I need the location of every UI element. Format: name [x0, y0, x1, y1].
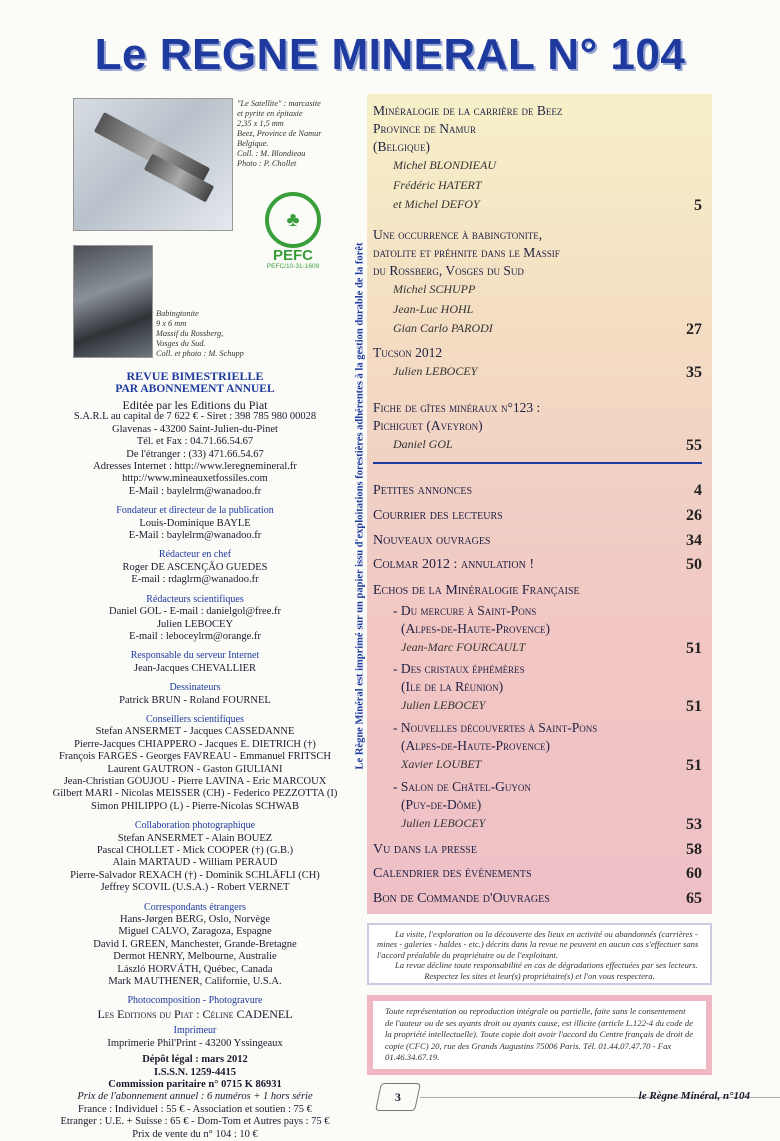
magazine-title: Le REGNE MINERAL N° 104: [94, 30, 686, 79]
toc-title: Une occurrence à babingtonite,: [373, 227, 543, 242]
toc-page-number: 58: [686, 841, 702, 858]
toc-page-number: 51: [686, 756, 702, 774]
toc-page-number: 55: [686, 436, 702, 454]
toc-author: Julien LEBOCEY: [401, 816, 486, 830]
toc-title: Nouveaux ouvrages: [373, 533, 491, 548]
photo2-caption: [156, 309, 266, 359]
toc-author: Daniel GOL: [393, 437, 453, 451]
contact-line: Glavenas - 43200 Saint-Julien-du-Pinet: [112, 423, 278, 435]
section-line: François FARGES - Georges FAVREAU - Emmanuel FRITSCH: [59, 751, 331, 763]
toc-page-number: 50: [686, 556, 702, 573]
toc-author: Frédéric HATERT: [393, 177, 482, 192]
toc-title: du Rossberg, Vosges du Sud: [373, 263, 524, 278]
caption-line: Massif du Rossberg,: [156, 329, 224, 338]
contact-line: De l'étranger : (33) 471.66.54.67: [126, 448, 264, 460]
toc-title: Pichiguet (Aveyron): [373, 418, 483, 433]
copyright-notice: Toute représentation ou reproduction intégrale ou partielle, faite sans le consentement de l'auteur ou de ses ayants droit ou ayants cause, est illicite (article L.122-4 du code de la propriété intellectuelle). Toute copie doit avoir l'accord du Centre français de droit de copie (CFC) 20, rue des Grands Augustins 75006 Paris. Tél. 01.44.07.47.70 - Fax 01.46.34.67.19.: [367, 995, 712, 1075]
toc-author: Michel BLONDIEAU: [393, 158, 496, 172]
toc-rubric: [373, 865, 702, 883]
toc-title: Minéralogie de la carrière de Beez: [373, 103, 563, 118]
photo1-caption: [237, 99, 327, 169]
section-title: Fondateur et directeur de la publication: [116, 505, 274, 517]
toc-author: Jean-Luc HOHL: [393, 301, 474, 316]
toc-rubric: [373, 532, 702, 550]
toc-author: et Michel DEFOY: [393, 197, 480, 211]
toc-rubric: [373, 507, 702, 525]
toc-title: Vu dans la presse: [373, 842, 477, 857]
toc-title: - Du mercure à Saint-Pons: [393, 603, 537, 618]
page-number: 3: [375, 1083, 421, 1111]
toc-rubric: [373, 841, 702, 859]
toc-page-number: 26: [686, 507, 702, 524]
section-line: Stefan ANSERMET - Alain BOUEZ: [117, 832, 273, 844]
toc-rubric: [373, 582, 702, 600]
section-line: Pierre-Salvador REXACH (†) - Dominik SCHLÄFLI (CH): [70, 869, 320, 881]
caption-line: Photo : P. Chollet: [237, 159, 297, 168]
toc-title: Province de Namur: [373, 121, 477, 136]
section-title: Rédacteur en chef: [158, 549, 232, 561]
toc-entry: [373, 344, 702, 382]
table-of-contents: [367, 94, 712, 914]
toc-page-number: 53: [686, 815, 702, 833]
contact-line: Tél. et Fax : 04.71.66.54.67: [136, 436, 254, 448]
toc-page-number: 35: [686, 363, 702, 381]
toc-title: Tucson 2012: [373, 345, 443, 360]
caption-line: Coll. et photo : M. Schupp: [156, 349, 244, 358]
toc-title: (Alpes-de-Haute-Provence): [401, 738, 550, 753]
section-title: Responsable du serveur Internet: [130, 650, 260, 662]
contact-line: S.A.R.L au capital de 7 622 € - Siret : 398 785 980 00028: [73, 411, 317, 423]
section-line: Mark MAUTHENER, Californie, U.S.A.: [108, 976, 282, 988]
marcasite-photo: [73, 98, 233, 231]
toc-title: Fiche de gîtes minéraux n°123 :: [373, 400, 541, 415]
toc-author: Xavier LOUBET: [401, 757, 482, 771]
babingtonite-photo: [73, 245, 153, 358]
section-line: Dermot HENRY, Melbourne, Australie: [113, 951, 277, 963]
toc-echo: [373, 719, 702, 775]
section-line: Alain MARTAUD - William PERAUD: [112, 857, 278, 869]
toc-echo: [373, 778, 702, 834]
section-line: Julien LEBOCEY: [156, 618, 234, 630]
toc-entry: [373, 399, 702, 455]
caption-line: "Le Satellite" : marcasite: [237, 99, 321, 108]
section-line: E-Mail : baylelrm@wanadoo.fr: [128, 530, 262, 542]
section-line: Hans-Jørgen BERG, Oslo, Norvège: [120, 914, 270, 926]
toc-title: Colmar 2012 : annulation !: [373, 557, 534, 572]
toc-rubric: [373, 890, 702, 908]
contact-lines: [45, 411, 345, 498]
masthead: [0, 30, 780, 80]
section-line: Stefan ANSERMET - Jacques CASSEDANNE: [95, 726, 295, 738]
toc-page-number: 51: [686, 697, 702, 715]
toc-echo: [373, 660, 702, 716]
toc-title: (Ile de la Réunion): [401, 679, 504, 694]
toc-title: (Alpes-de-Haute-Provence): [401, 621, 550, 636]
toc-author: Julien LEBOCEY: [401, 698, 486, 712]
pefc-tree-icon: ♣: [265, 192, 321, 248]
toc-rubric: [373, 556, 702, 574]
section-line: Jean-Christian GOUJOU - Pierre LAVINA - Eric MARCOUX: [63, 775, 327, 787]
section-line: Louis-Dominique BAYLE: [139, 517, 251, 529]
section-line: Daniel GOL - E-mail : danielgol@free.fr: [109, 606, 281, 618]
caption-line: 9 x 6 mm: [156, 319, 187, 328]
toc-entry: [373, 102, 702, 215]
section-line: David I. GREEN, Manchester, Grande-Bretagne: [93, 938, 297, 950]
section-title: Rédacteurs scientifiques: [146, 593, 244, 605]
toc-title: - Salon de Châtel-Guyon: [393, 779, 531, 794]
footer-magazine: le Règne Minéral, n°104: [638, 1090, 750, 1102]
toc-page-number: 4: [694, 482, 702, 499]
toc-page-number: 51: [686, 639, 702, 657]
section-line: László HORVÁTH, Québec, Canada: [117, 963, 273, 975]
caption-line: Vosges du Sud.: [156, 339, 206, 348]
section-title: Conseillers scientifiques: [145, 713, 245, 725]
toc-title: (Belgique): [373, 139, 430, 154]
section-line: Jean-Jacques CHEVALLIER: [134, 662, 256, 674]
section-line: Patrick BRUN - Roland FOURNEL: [119, 694, 271, 706]
contact-line: http://www.mineauxetfossiles.com: [122, 473, 268, 485]
section-line: E-mail : rdaglrm@wanadoo.fr: [131, 574, 259, 586]
contact-line: E-Mail : baylelrm@wanadoo.fr: [128, 485, 262, 497]
site-visit-notice: La visite, l'exploration ou la découverte des lieux en activité ou abandonnés (carrières - mines - galeries - haldes - etc.) décrits dans la revue ne peuvent en aucun cas s'effectuer sans l'accord préalable du propriétaire ou de l'exploitant. La revue décline toute responsabilité en cas de dégradations effectuées par ses lecteurs. Respectez les sites et leur(s) propriétaire(s) et l'on vous respectera.: [367, 923, 712, 985]
toc-title: Bon de Commande d'Ouvrages: [373, 891, 550, 906]
toc-author: Gian Carlo PARODI: [393, 321, 493, 335]
toc-page-number: 65: [686, 890, 702, 907]
section-line: Roger DE ASCENÇÃO GUEDES: [122, 561, 268, 573]
toc-author: Julien LEBOCEY: [393, 364, 478, 378]
section-line: Pierre-Jacques CHIAPPERO - Jacques E. DIETRICH (†): [74, 738, 316, 750]
section-line: Jeffrey SCOVIL (U.S.A.) - Robert VERNET: [100, 882, 290, 894]
toc-title: - Des cristaux éphémères: [393, 661, 525, 676]
section-line: Gilbert MARI - Nicolas MEISSER (CH) - Federico PEZZOTTA (I): [52, 788, 338, 800]
section-title: Collaboration photographique: [134, 820, 256, 832]
toc-title: Echos de la Minéralogie Française: [373, 583, 580, 598]
caption-line: et pyrite en épitaxie: [237, 109, 303, 118]
toc-echo: [373, 602, 702, 658]
toc-title: Courrier des lecteurs: [373, 508, 503, 523]
pefc-logo: ♣ PEFC PEFC/10-31-1609: [258, 192, 328, 270]
section-line: Miguel CALVO, Zaragoza, Espagne: [118, 926, 272, 938]
toc-page-number: 27: [686, 320, 702, 338]
toc-divider: [373, 462, 702, 464]
vertical-paper-notice: Le Règne Minéral est imprimé sur un papier issu d'exploitations forestières adhérentes à la gestion durable de la forêt: [354, 242, 366, 770]
toc-page-number: 60: [686, 865, 702, 882]
section-title: Correspondants étrangers: [144, 901, 246, 913]
toc-title: - Nouvelles découvertes à Saint-Pons: [393, 720, 598, 735]
toc-title: datolite et préhnite dans le Massif: [373, 245, 560, 260]
toc-title: Calendrier des évènements: [373, 866, 532, 881]
editorial-info: REVUE BIMESTRIELLE PAR ABONNEMENT ANNUEL Editée par les Editions du Piat S.A.R.L au capital de 7 622 € - Siret : 398 785 980 00028 Glavenas - 43200 Saint-Julien-du-Pinet Tél. et Fax : 04.71.66.54.67 De l'étranger : (33) 471.66.54.67 Adresses Internet : http://www.leregnemineral.fr http://www.mineauxetfossiles.com E-Mail : baylelrm@wanadoo.fr Fondateur et directeur de la publication Louis-Dominique BAYLE E-Mail : baylelrm@wanadoo.fr Rédacteur en chef Roger DE ASCENÇÃO GUEDES E-mail : rdaglrm@wanadoo.fr Rédacteurs scientifiques Daniel GOL - E-mail : danielgol@free.fr Julien LEBOCEY E-mail : leboceylrm@orange.fr Responsable du serveur Internet Jean-Jacques CHEVALLIER Dessinateurs Patrick BRUN - Roland FOURNEL Conseillers scientifiques Stefan ANSERMET - Jacques CASSEDANNE Pierre-Jacques CHIAPPERO - Jacques E. DIETRICH (†) François FARGES - Georges FAVREAU - Emmanuel FRITSCH Laurent GAUTRON - Gaston GIULIANI Jean-Christian GOUJOU - Pierre LAVINA - Eric MARCOUX Gilbert MARI - Nicolas MEISSER (CH) - Federico PEZZOTTA (I) Simon PHILIPPO (L) - Pierre-Nicolas SCHWAB Collaboration photographique Stefan ANSERMET - Alain BOUEZ Pascal CHOLLET - Mick COOPER (†) (G.B.) Alain MARTAUD - William PERAUD Pierre-Salvador REXACH (†) - Dominik SCHLÄFLI (CH) Jeffrey SCOVIL (U.S.A.) - Robert VERNET Correspondants étrangers Hans-Jørgen BERG, Oslo, Norvège Miguel CALVO, Zaragoza, Espagne David I. GREEN, Manchester, Grande-Bretagne Dermot HENRY, Melbourne, Australie László HORVÁTH, Québec, Canada Mark MAUTHENER, Californie, U.S.A. Photocomposition - Photogravure Les Editions du Piat : Céline CADENEL Imprimeur Imprimerie Phil'Print - 43200 Yssingeaux Dépôt légal : mars 2012 I.S.S.N. 1259-4415 Commission paritaire n° 0715 K 86931 Prix de l'abonnement annuel : 6 numéros + 1 hors série France : Individuel : 55 € - Association et soutien : 75 € Etranger : U.E. + Suisse : 65 € - Dom-Tom et Autres pays : 75 € Prix de vente du n° 104 : 10 €: [45, 370, 345, 1141]
section-line: Laurent GAUTRON - Gaston GIULIANI: [107, 763, 283, 775]
section-title: Dessinateurs: [169, 682, 221, 694]
staff-sections: [45, 505, 345, 988]
section-line: E-mail : leboceylrm@orange.fr: [129, 630, 261, 642]
toc-page-number: 5: [694, 196, 702, 214]
section-line: Simon PHILIPPO (L) - Pierre-Nicolas SCHWAB: [91, 800, 299, 812]
toc-page-number: 34: [686, 532, 702, 549]
section-line: Pascal CHOLLET - Mick COOPER (†) (G.B.): [96, 845, 294, 856]
toc-title: Petites annonces: [373, 483, 473, 498]
caption-line: Beez, Province de Namur: [237, 129, 322, 138]
toc-title: (Puy-de-Dôme): [401, 797, 482, 812]
toc-rubric: [373, 482, 702, 500]
caption-line: 2,35 x 1,5 mm: [237, 119, 284, 128]
toc-author: Michel SCHUPP: [393, 282, 476, 296]
caption-line: Babingtonite: [156, 309, 199, 318]
contact-line: Adresses Internet : http://www.leregnemineral.fr: [93, 461, 297, 473]
caption-line: Belgique.: [237, 139, 269, 148]
toc-author: Jean-Marc FOURCAULT: [401, 640, 526, 654]
caption-line: Coll. : M. Blondieau: [237, 149, 306, 158]
toc-entry: [373, 226, 702, 339]
